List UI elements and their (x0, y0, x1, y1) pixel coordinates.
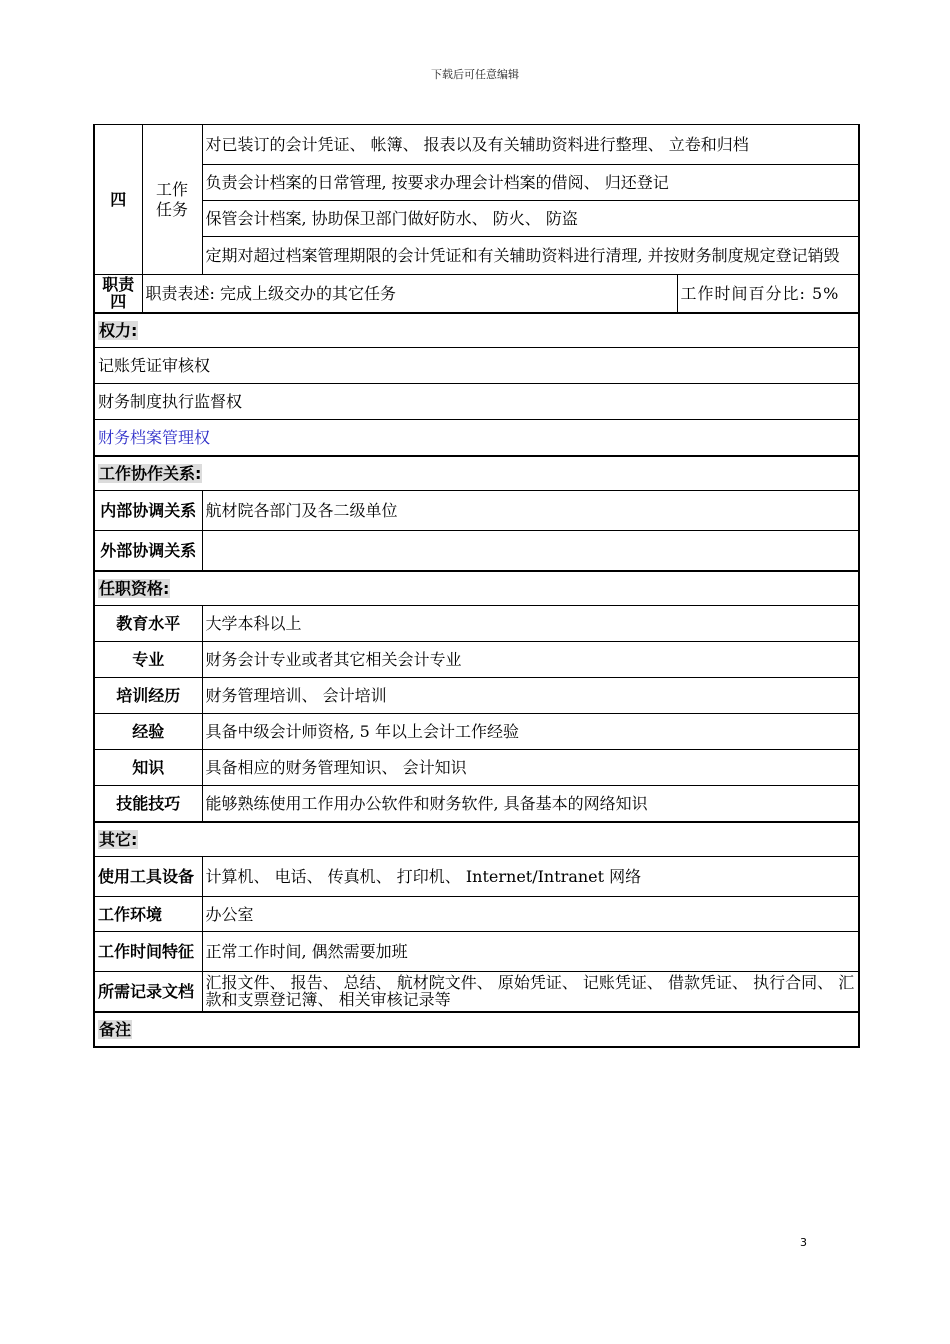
remarks-row (94, 1012, 859, 1047)
task-text: 负责会计档案的日常管理, 按要求办理会计档案的借阅、 归还登记 (202, 165, 859, 201)
duty-description: 职责表述: 完成上级交办的其它任务 (142, 275, 677, 313)
other-row (94, 932, 859, 972)
section-row (94, 571, 859, 606)
other-label: 使用工具设备 (94, 857, 202, 897)
list-item (94, 420, 859, 456)
other-label: 工作环境 (94, 897, 202, 932)
qualification-row (94, 678, 859, 714)
qualification-label: 专业 (94, 642, 202, 678)
other-row (94, 897, 859, 932)
internal-label: 内部协调关系 (94, 491, 202, 531)
qualification-value: 财务会计专业或者其它相关会计专业 (202, 642, 859, 678)
other-row (94, 857, 859, 897)
task-row (94, 237, 859, 275)
qualification-value: 具备相应的财务管理知识、 会计知识 (202, 750, 859, 786)
other-value: 正常工作时间, 偶然需要加班 (202, 932, 859, 972)
qualification-label: 技能技巧 (94, 786, 202, 822)
qualification-label: 教育水平 (94, 606, 202, 642)
qualification-row (94, 786, 859, 822)
relation-row (94, 531, 859, 571)
section-title-power: 权力: (99, 320, 138, 340)
duty-number: 四 (94, 125, 142, 275)
task-label: 工作任务 (142, 125, 202, 275)
task-row (94, 125, 859, 165)
other-value: 办公室 (202, 897, 859, 932)
internal-value: 航材院各部门及各二级单位 (202, 491, 859, 531)
section-row (94, 822, 859, 857)
qualification-value: 能够熟练使用工作用办公软件和财务软件, 具备基本的网络知识 (202, 786, 859, 822)
list-item (94, 384, 859, 420)
task-row (94, 165, 859, 201)
power-item: 记账凭证审核权 (94, 348, 859, 384)
qualification-row (94, 750, 859, 786)
external-value (202, 531, 859, 571)
job-description-table (93, 124, 858, 1048)
duty-label: 职责四 (94, 275, 142, 313)
qualification-value: 大学本科以上 (202, 606, 859, 642)
page-header: 下载后可任意编辑 (431, 68, 519, 81)
time-percentage: 工作时间百分比: 5% (677, 275, 859, 313)
external-label: 外部协调关系 (94, 531, 202, 571)
qualification-label: 培训经历 (94, 678, 202, 714)
power-item: 财务制度执行监督权 (94, 384, 859, 420)
qualification-row (94, 714, 859, 750)
section-row (94, 313, 859, 348)
qualification-row (94, 606, 859, 642)
other-value: 计算机、 电话、 传真机、 打印机、 Internet/Intranet 网络 (202, 857, 859, 897)
qualification-value: 具备中级会计师资格, 5 年以上会计工作经验 (202, 714, 859, 750)
section-title-other: 其它: (99, 829, 138, 849)
page-number: 3 (800, 1236, 807, 1249)
task-row (94, 201, 859, 237)
other-label: 工作时间特征 (94, 932, 202, 972)
duty-summary-row (94, 275, 859, 313)
qualification-value: 财务管理培训、 会计培训 (202, 678, 859, 714)
relation-row (94, 491, 859, 531)
list-item (94, 348, 859, 384)
section-row (94, 456, 859, 491)
qualification-label: 知识 (94, 750, 202, 786)
other-value: 汇报文件、 报告、 总结、 航材院文件、 原始凭证、 记账凭证、 借款凭证、 执行合同、 汇款和支票登记簿、 相关审核记录等 (202, 972, 859, 1012)
qualification-row (94, 642, 859, 678)
section-title-qualification: 任职资格: (99, 578, 170, 598)
other-row (94, 972, 859, 1012)
other-label: 所需记录文档 (94, 972, 202, 1012)
task-text: 对已装订的会计凭证、 帐簿、 报表以及有关辅助资料进行整理、 立卷和归档 (202, 125, 859, 165)
remarks-label: 备注 (99, 1019, 132, 1039)
task-text: 定期对超过档案管理期限的会计凭证和有关辅助资料进行清理, 并按财务制度规定登记销毁 (202, 237, 859, 275)
section-title-relations: 工作协作关系: (99, 463, 202, 483)
task-text: 保管会计档案, 协助保卫部门做好防水、 防火、 防盗 (202, 201, 859, 237)
qualification-label: 经验 (94, 714, 202, 750)
power-item: 财务档案管理权 (94, 420, 859, 456)
